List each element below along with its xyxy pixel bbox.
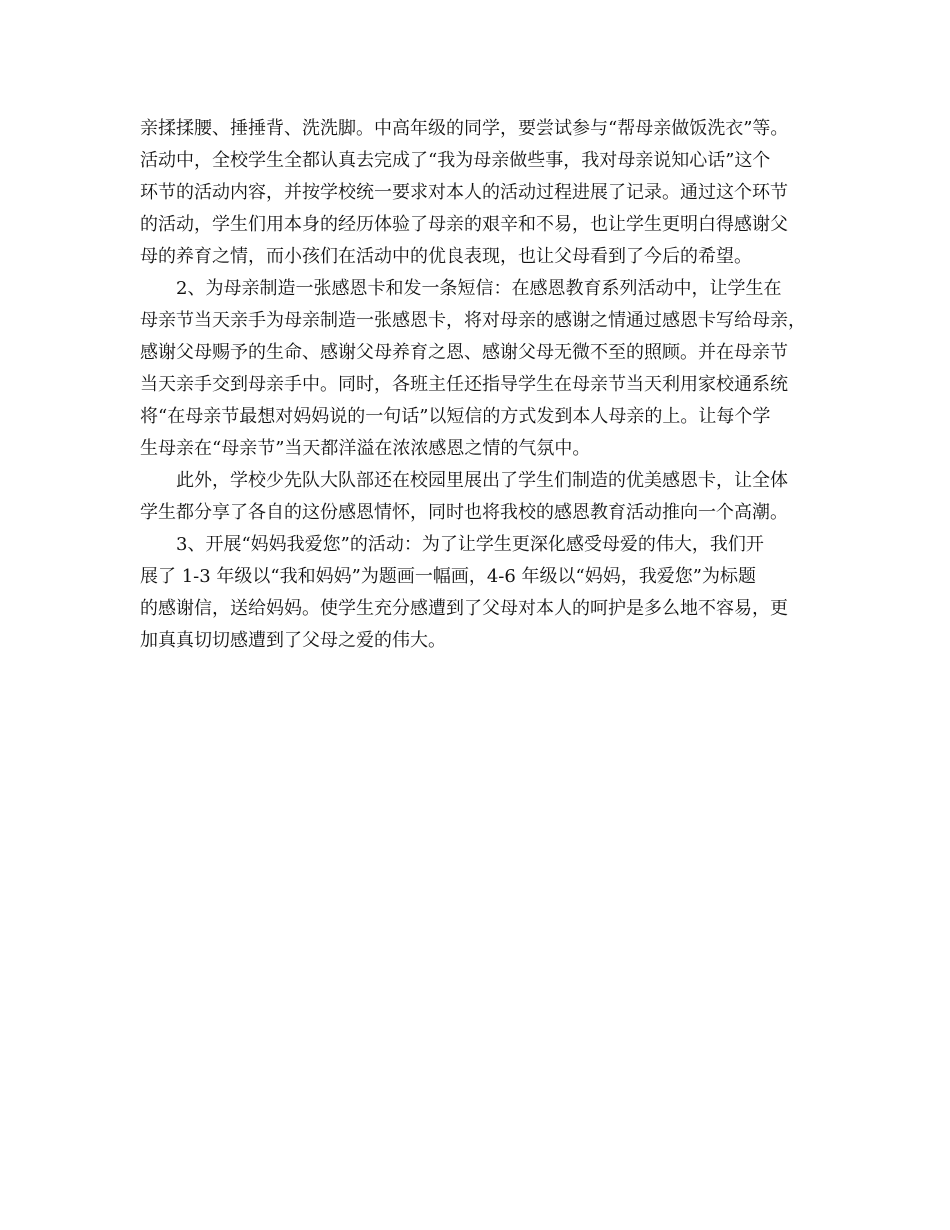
text-line: 感谢父母赐予的生命、感谢父母养育之恩、感谢父母无微不至的照顾。并在母亲节 [140, 342, 788, 363]
text-line: 生母亲在“母亲节”当天都洋溢在浓浓感恩之情的气氛中。 [140, 438, 591, 459]
text-line: 当天亲手交到母亲手中。同时，各班主任还指导学生在母亲节当天利用家校通系统 [140, 374, 788, 395]
text-line: 加真真切切感遭到了父母之爱的伟大。 [140, 630, 446, 651]
text-line: 母的养育之情，而小孩们在活动中的优良表现，也让父母看到了今后的希望。 [140, 246, 752, 267]
paragraph-start-line: 3、开展“妈妈我爱您”的活动：为了让学生更深化感受母爱的伟大，我们开 [176, 534, 764, 555]
paragraph-start-line: 此外，学校少先队大队部还在校园里展出了学生们制造的优美感恩卡，让全体 [176, 470, 788, 491]
paragraph-start-line: 2、为母亲制造一张感恩卡和发一条短信：在感恩教育系列活动中，让学生在 [176, 278, 782, 299]
text-line: 环节的活动内容，并按学校统一要求对本人的活动过程进展了记录。通过这个环节 [140, 182, 788, 203]
text-line: 展了 1-3 年级以“我和妈妈”为题画一幅画，4-6 年级以“妈妈，我爱您”为标题 [140, 566, 756, 587]
text-line: 活动中，全校学生全都认真去完成了“我为母亲做些事，我对母亲说知心话”这个 [140, 150, 771, 171]
text-line: 将“在母亲节最想对妈妈说的一句话”以短信的方式发到本人母亲的上。让每个学 [140, 406, 771, 427]
text-line: 学生都分享了各自的这份感恩情怀，同时也将我校的感恩教育活动推向一个高潮。 [140, 502, 788, 523]
text-line: 母亲节当天亲手为母亲制造一张感恩卡，将对母亲的感谢之情通过感恩卡写给母亲， [140, 310, 806, 331]
text-line: 的活动，学生们用本身的经历体验了母亲的艰辛和不易，也让学生更明白得感谢父 [140, 214, 788, 235]
document-body [140, 113, 810, 657]
text-line: 的感谢信，送给妈妈。使学生充分感遭到了父母对本人的呵护是多么地不容易，更 [140, 598, 788, 619]
text-line: 亲揉揉腰、捶捶背、洗洗脚。中高年级的同学，要尝试参与“帮母亲做饭洗衣”等。 [140, 118, 789, 139]
